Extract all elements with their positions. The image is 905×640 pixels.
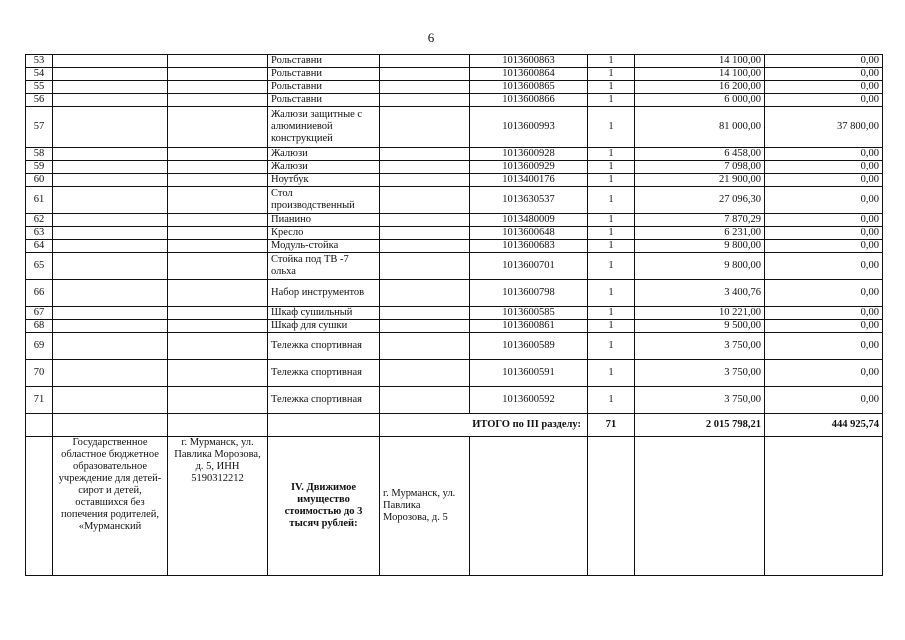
table-row [26, 320, 883, 333]
empty-cell [168, 240, 268, 253]
residual-value: 0,00 [765, 174, 883, 187]
quantity: 1 [588, 307, 635, 320]
residual-value: 0,00 [765, 387, 883, 414]
row-number: 55 [26, 81, 53, 94]
quantity: 1 [588, 280, 635, 307]
empty-cell [380, 280, 470, 307]
empty-cell [53, 320, 168, 333]
empty-cell [168, 333, 268, 360]
empty-cell [380, 68, 470, 81]
quantity: 1 [588, 81, 635, 94]
empty-cell [168, 214, 268, 227]
residual-value: 0,00 [765, 81, 883, 94]
empty-cell [168, 280, 268, 307]
residual-value: 0,00 [765, 148, 883, 161]
empty-cell [380, 387, 470, 414]
cost: 27 096,30 [635, 187, 765, 214]
empty-cell [53, 107, 168, 148]
inventory-number: 1013600591 [470, 360, 588, 387]
row-number: 59 [26, 161, 53, 174]
row-number: 65 [26, 253, 53, 280]
empty-cell [53, 280, 168, 307]
item-name: Стол производственный [268, 187, 380, 214]
item-name: Рольставни [268, 68, 380, 81]
table-row [26, 387, 883, 414]
residual-value: 0,00 [765, 280, 883, 307]
cost: 6 000,00 [635, 94, 765, 107]
empty-cell [168, 148, 268, 161]
empty-cell [168, 81, 268, 94]
cost: 10 221,00 [635, 307, 765, 320]
item-name: Рольставни [268, 81, 380, 94]
empty-cell [168, 320, 268, 333]
empty-cell [53, 333, 168, 360]
empty-cell [168, 55, 268, 68]
row-number: 53 [26, 55, 53, 68]
quantity: 1 [588, 68, 635, 81]
item-name: Ноутбук [268, 174, 380, 187]
empty-cell [380, 333, 470, 360]
quantity: 1 [588, 333, 635, 360]
residual-value: 37 800,00 [765, 107, 883, 148]
empty-cell [168, 174, 268, 187]
inventory-table [25, 54, 883, 576]
item-name: Тележка спортивная [268, 333, 380, 360]
empty-cell [53, 55, 168, 68]
empty-cell [380, 174, 470, 187]
cost: 7 098,00 [635, 161, 765, 174]
cost: 14 100,00 [635, 55, 765, 68]
item-name: Тележка спортивная [268, 387, 380, 414]
item-name: Рольставни [268, 94, 380, 107]
row-number: 71 [26, 387, 53, 414]
table-row [26, 333, 883, 360]
item-name: Рольставни [268, 55, 380, 68]
empty-cell [380, 360, 470, 387]
inventory-number: 1013600863 [470, 55, 588, 68]
empty-cell [168, 94, 268, 107]
empty-cell [380, 227, 470, 240]
empty-cell [380, 161, 470, 174]
table-row [26, 227, 883, 240]
empty-cell [53, 240, 168, 253]
cost: 81 000,00 [635, 107, 765, 148]
org-location: г. Мурманск, ул. Павлика Морозова, д. 5 [380, 437, 470, 576]
table-row [26, 81, 883, 94]
cost: 9 800,00 [635, 240, 765, 253]
quantity: 1 [588, 240, 635, 253]
page-number: 6 [427, 30, 435, 45]
cost: 21 900,00 [635, 174, 765, 187]
org-address: г. Мурманск, ул. Павлика Морозова, д. 5, ИНН 5190312212 [168, 437, 268, 576]
inventory-number: 1013600798 [470, 280, 588, 307]
cost: 6 458,00 [635, 148, 765, 161]
item-name: Жалюзи [268, 161, 380, 174]
cost: 16 200,00 [635, 81, 765, 94]
inventory-number: 1013600585 [470, 307, 588, 320]
table-row [26, 68, 883, 81]
total-residual: 444 925,74 [765, 414, 883, 437]
inventory-number: 1013600993 [470, 107, 588, 148]
cost: 9 500,00 [635, 320, 765, 333]
inventory-number: 1013600592 [470, 387, 588, 414]
empty-cell [380, 307, 470, 320]
quantity: 1 [588, 320, 635, 333]
row-number: 70 [26, 360, 53, 387]
row-number: 62 [26, 214, 53, 227]
empty-cell [380, 81, 470, 94]
item-name: Жалюзи [268, 148, 380, 161]
table-row [26, 280, 883, 307]
cost: 3 400,76 [635, 280, 765, 307]
quantity: 1 [588, 174, 635, 187]
empty-cell [168, 387, 268, 414]
cost: 14 100,00 [635, 68, 765, 81]
empty-cell [53, 161, 168, 174]
residual-value: 0,00 [765, 227, 883, 240]
residual-value: 0,00 [765, 161, 883, 174]
total-row [26, 414, 883, 437]
cost: 6 231,00 [635, 227, 765, 240]
table-row [26, 94, 883, 107]
empty-cell [380, 253, 470, 280]
table-row [26, 214, 883, 227]
table-row [26, 107, 883, 148]
inventory-number: 1013600701 [470, 253, 588, 280]
row-number: 64 [26, 240, 53, 253]
cost: 7 870,29 [635, 214, 765, 227]
empty-cell [53, 94, 168, 107]
quantity: 1 [588, 55, 635, 68]
total-label: ИТОГО по III разделу: [380, 414, 588, 437]
total-qty: 71 [588, 414, 635, 437]
empty-cell [168, 227, 268, 240]
empty-cell [53, 174, 168, 187]
row-number: 69 [26, 333, 53, 360]
table-row [26, 240, 883, 253]
inventory-number: 1013600866 [470, 94, 588, 107]
row-number: 60 [26, 174, 53, 187]
residual-value: 0,00 [765, 68, 883, 81]
inventory-number: 1013480009 [470, 214, 588, 227]
empty-cell [53, 227, 168, 240]
inventory-number: 1013600865 [470, 81, 588, 94]
residual-value: 0,00 [765, 360, 883, 387]
row-number: 63 [26, 227, 53, 240]
inventory-number: 1013600683 [470, 240, 588, 253]
residual-value: 0,00 [765, 307, 883, 320]
cost: 3 750,00 [635, 333, 765, 360]
item-name: Набор инструментов [268, 280, 380, 307]
empty-cell [53, 214, 168, 227]
empty-cell [53, 68, 168, 81]
empty-cell [380, 240, 470, 253]
table-row [26, 174, 883, 187]
row-number: 54 [26, 68, 53, 81]
cost: 3 750,00 [635, 387, 765, 414]
empty-cell [380, 187, 470, 214]
empty-cell [53, 81, 168, 94]
residual-value: 0,00 [765, 187, 883, 214]
empty-cell [168, 68, 268, 81]
empty-cell [380, 320, 470, 333]
item-name: Модуль-стойка [268, 240, 380, 253]
item-name: Жалюзи защитные с алюминиевой конструкцией [268, 107, 380, 148]
row-number: 57 [26, 107, 53, 148]
org-row [26, 437, 883, 576]
inventory-number: 1013600648 [470, 227, 588, 240]
inventory-number: 1013600589 [470, 333, 588, 360]
residual-value: 0,00 [765, 320, 883, 333]
table-row [26, 360, 883, 387]
inventory-body [26, 55, 883, 414]
item-name: Стойка под ТВ -7 ольха [268, 253, 380, 280]
inventory-number: 1013600929 [470, 161, 588, 174]
row-number: 61 [26, 187, 53, 214]
inventory-number: 1013600928 [470, 148, 588, 161]
empty-cell [53, 148, 168, 161]
residual-value: 0,00 [765, 55, 883, 68]
item-name: Шкаф для сушки [268, 320, 380, 333]
section-heading: IV. Движимое имущество стоимостью до 3 тысяч рублей: [268, 437, 380, 576]
residual-value: 0,00 [765, 240, 883, 253]
empty-cell [168, 161, 268, 174]
row-number: 68 [26, 320, 53, 333]
empty-cell [380, 107, 470, 148]
cost: 3 750,00 [635, 360, 765, 387]
row-number: 58 [26, 148, 53, 161]
quantity: 1 [588, 387, 635, 414]
residual-value: 0,00 [765, 94, 883, 107]
inventory-number: 1013600864 [470, 68, 588, 81]
empty-cell [380, 214, 470, 227]
empty-cell [380, 55, 470, 68]
row-number: 66 [26, 280, 53, 307]
total-cost: 2 015 798,21 [635, 414, 765, 437]
row-number: 56 [26, 94, 53, 107]
empty-cell [168, 187, 268, 214]
cost: 9 800,00 [635, 253, 765, 280]
quantity: 1 [588, 107, 635, 148]
empty-cell [53, 360, 168, 387]
row-number: 67 [26, 307, 53, 320]
quantity: 1 [588, 253, 635, 280]
quantity: 1 [588, 94, 635, 107]
table-row [26, 161, 883, 174]
quantity: 1 [588, 360, 635, 387]
residual-value: 0,00 [765, 333, 883, 360]
quantity: 1 [588, 227, 635, 240]
empty-cell [168, 107, 268, 148]
empty-cell [53, 253, 168, 280]
quantity: 1 [588, 214, 635, 227]
table-row [26, 55, 883, 68]
residual-value: 0,00 [765, 253, 883, 280]
empty-cell [168, 360, 268, 387]
item-name: Кресло [268, 227, 380, 240]
table-row [26, 148, 883, 161]
inventory-number: 1013400176 [470, 174, 588, 187]
quantity: 1 [588, 161, 635, 174]
item-name: Тележка спортивная [268, 360, 380, 387]
table-row [26, 307, 883, 320]
quantity: 1 [588, 148, 635, 161]
inventory-number: 1013600861 [470, 320, 588, 333]
quantity: 1 [588, 187, 635, 214]
empty-cell [53, 387, 168, 414]
empty-cell [53, 307, 168, 320]
item-name: Шкаф сушильный [268, 307, 380, 320]
empty-cell [380, 148, 470, 161]
residual-value: 0,00 [765, 214, 883, 227]
table-row [26, 253, 883, 280]
empty-cell [168, 307, 268, 320]
empty-cell [380, 94, 470, 107]
empty-cell [168, 253, 268, 280]
inventory-number: 1013630537 [470, 187, 588, 214]
empty-cell [53, 187, 168, 214]
table-row [26, 187, 883, 214]
org-name: Государственное областное бюджетное образовательное учреждение для детей-сирот и детей, оставшихся без попечения родителей, «Мурманский [53, 437, 168, 576]
item-name: Пианино [268, 214, 380, 227]
